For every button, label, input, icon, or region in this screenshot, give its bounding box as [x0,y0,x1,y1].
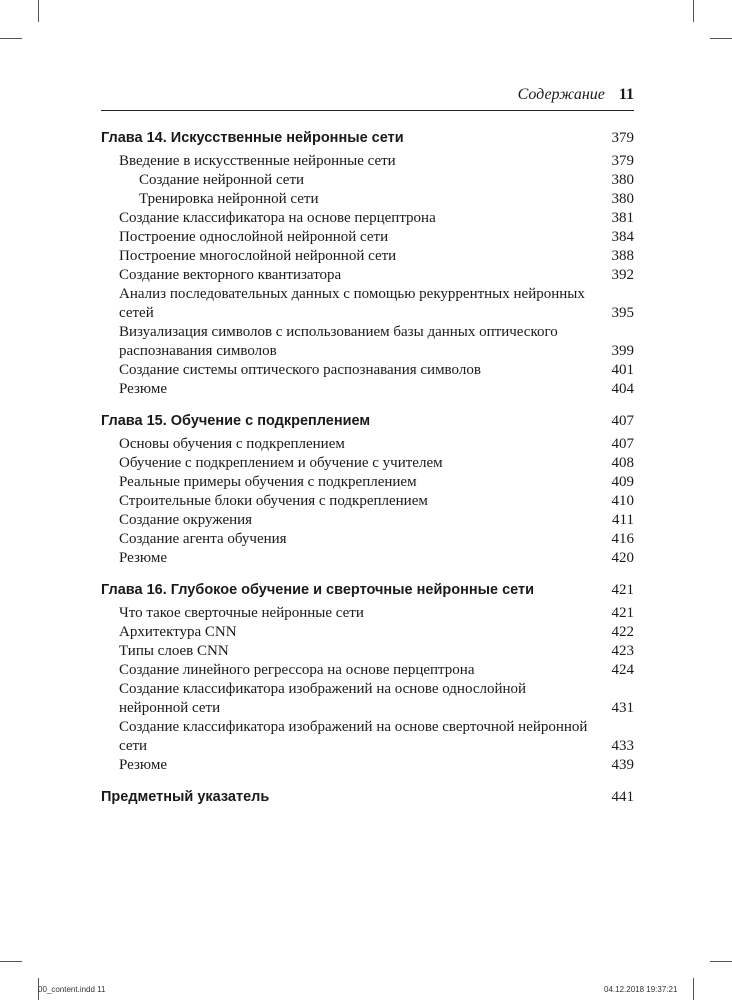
toc-chapter [101,579,634,775]
toc-entry-title: Построение однослойной нейронной сети [119,229,389,245]
toc-entry-title: Создание системы оптического распознавания символов [119,362,481,378]
toc-entry[interactable] [101,680,634,718]
toc-entry-page: 395 [611,305,634,321]
toc-entry[interactable] [101,209,634,228]
toc-entry[interactable] [101,171,634,190]
toc-entry[interactable] [101,323,634,361]
toc-entry-title: Создание векторного квантизатора [119,267,342,283]
chapter-page: 379 [611,130,634,146]
header-page-number: 11 [618,86,634,103]
toc-entry-title: Резюме [119,550,168,566]
toc-entry[interactable] [101,435,634,454]
toc-entry-page: 399 [611,343,634,359]
toc-entry[interactable] [101,756,634,775]
toc-entry-page: 431 [611,700,634,716]
toc-entry-page: 379 [611,153,634,169]
toc-entry-page: 388 [611,248,634,264]
chapter-title: Глава 15. Обучение с подкреплением [101,413,371,429]
toc-entry-title: Визуализация символов с использованием базы данных оптического распознавания символов [119,324,558,359]
toc-entry[interactable] [101,623,634,642]
toc-entry-title: Реальные примеры обучения с подкреплением [119,474,417,490]
toc-entry-title: Создание агента обучения [119,531,287,547]
toc-entry-page: 423 [611,643,634,659]
chapter-page: 407 [611,413,634,429]
header-title: Содержание [517,86,605,103]
running-header [101,86,634,104]
chapter-title: Глава 14. Искусственные нейронные сети [101,130,404,146]
toc-entry-page: 401 [611,362,634,378]
toc-entry-title: Построение многослойной нейронной сети [119,248,397,264]
toc-entry-title: Архитектура CNN [119,624,237,640]
crop-mark [693,0,694,22]
toc-entry-page: 416 [611,531,634,547]
toc-entry[interactable] [101,642,634,661]
slug-timestamp: 04.12.2018 19:37:21 [604,985,678,994]
toc-entry-title: Обучение с подкреплением и обучение с учителем [119,455,443,471]
toc-entry-title: Типы слоев CNN [119,643,229,659]
toc-entry-page: 381 [611,210,634,226]
chapter-heading[interactable] [101,579,634,601]
toc-entry-page: 392 [611,267,634,283]
toc-entry-title: Создание классификатора изображений на основе сверточной нейронной сети [119,719,588,754]
chapter-heading[interactable] [101,127,634,149]
toc-entry-page: 380 [611,191,634,207]
crop-mark [710,961,732,962]
toc-entry-title: Анализ последовательных данных с помощью рекуррентных нейронных сетей [119,286,585,321]
toc-entry[interactable] [101,380,634,399]
toc-chapter [101,127,634,399]
chapter-page: 421 [611,582,634,598]
chapter-heading[interactable] [101,786,634,808]
toc-entry[interactable] [101,266,634,285]
crop-mark [0,961,22,962]
toc-entry-page: 408 [611,455,634,471]
toc-entry-title: Резюме [119,757,168,773]
toc-entry-title: Создание окружения [119,512,253,528]
toc-chapter [101,410,634,568]
toc-entry-title: Строительные блоки обучения с подкреплением [119,493,428,509]
chapter-heading[interactable] [101,410,634,432]
toc-chapter [101,786,634,808]
table-of-contents [101,127,634,819]
toc-entry-page: 404 [611,381,634,397]
toc-entry-title: Основы обучения с подкреплением [119,436,345,452]
toc-entry-title: Резюме [119,381,168,397]
crop-mark [710,38,732,39]
toc-entry-page: 409 [611,474,634,490]
toc-entry[interactable] [101,604,634,623]
toc-entry[interactable] [101,247,634,266]
toc-entry-title: Создание классификатора на основе перцептрона [119,210,436,226]
chapter-title: Глава 16. Глубокое обучение и сверточные нейронные сети [101,582,535,598]
toc-entry[interactable] [101,473,634,492]
chapter-page: 441 [611,789,634,805]
toc-entry[interactable] [101,285,634,323]
toc-entry[interactable] [101,454,634,473]
toc-entry-title: Создание нейронной сети [139,172,305,188]
toc-entry-page: 421 [611,605,634,621]
toc-entry-page: 433 [611,738,634,754]
toc-entry[interactable] [101,718,634,756]
crop-mark [0,38,22,39]
toc-entry-title: Создание классификатора изображений на основе однослойной нейронной сети [119,681,527,716]
toc-entry[interactable] [101,190,634,209]
toc-entry[interactable] [101,361,634,380]
toc-entry-page: 410 [611,493,634,509]
toc-entry-page: 420 [611,550,634,566]
crop-mark [38,0,39,22]
chapter-title: Предметный указатель [101,789,270,805]
toc-entry[interactable] [101,152,634,171]
toc-entry-title: Тренировка нейронной сети [139,191,319,207]
toc-entry[interactable] [101,661,634,680]
slug-file: 00_content.indd 11 [38,985,106,994]
toc-entry-page: 384 [611,229,634,245]
header-rule [101,110,634,111]
toc-entry[interactable] [101,511,634,530]
toc-entry-title: Что такое сверточные нейронные сети [119,605,364,621]
toc-entry-title: Введение в искусственные нейронные сети [119,153,396,169]
toc-entry-page: 424 [611,662,634,678]
crop-mark [693,978,694,1000]
toc-entry-page: 422 [611,624,634,640]
toc-entry-title: Создание линейного регрессора на основе перцептрона [119,662,475,678]
toc-entry[interactable] [101,228,634,247]
toc-entry-page: 407 [611,436,634,452]
toc-entry[interactable] [101,530,634,549]
toc-entry-page: 380 [611,172,634,188]
toc-entry[interactable] [101,549,634,568]
toc-entry-page: 439 [611,757,634,773]
toc-entry[interactable] [101,492,634,511]
toc-entry-page: 411 [612,512,634,528]
